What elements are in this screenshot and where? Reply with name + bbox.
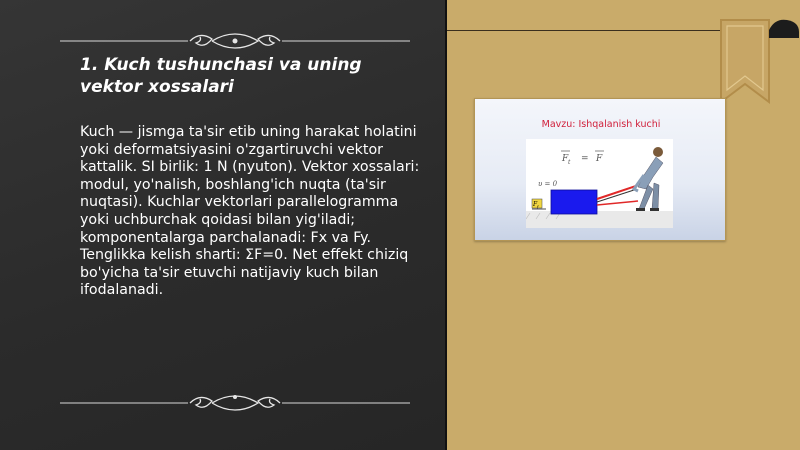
formula-left-letter: F [562, 154, 569, 164]
friction-illustration [526, 139, 673, 228]
bottom-ornament-divider [60, 393, 410, 413]
friction-label: F [533, 201, 538, 208]
picture-panel [447, 0, 800, 450]
blue-block [551, 190, 597, 214]
friction-diagram [526, 139, 673, 228]
slide-body-text: Kuch — jismga ta'sir etib uning harakat holatini yoki deformatsiyasini o'zgartiruvchi vektor kattalik. SI birlik: 1 N (nyuton). Vektor xossalari: modul, yo'nalish, boshlang'ich nuqta (ta'sir nuqtasi). Kuchlar vektorlari parallelogramma yoki uchburchak qoidasi bilan yig'iladi; komponentalarga parchalanadi: Fx va Fy. Tenglikka kelish sharti: ΣF=0. Net effekt chiziq bo'yicha ta'sir etuvchi natijaviy kuch bilan ifodalanadi. [80, 124, 420, 299]
bookmark-ribbon-icon [719, 18, 771, 104]
formula-left-subscript: t [568, 159, 571, 166]
floor-surface [526, 211, 673, 228]
illustration-caption: Mavzu: Ishqalanish kuchi [541, 119, 661, 130]
formula-right-letter: F [596, 154, 603, 164]
pull-force-arrow [597, 186, 636, 199]
top-ornament-divider [60, 31, 410, 51]
formula-equals: = [581, 154, 589, 164]
illustration-frame [474, 98, 726, 241]
friction-subscript: f [537, 204, 539, 209]
velocity-label: υ = 0 [538, 180, 558, 188]
person-figure [634, 147, 663, 211]
slide-title: 1. Kuch tushunchasi va uning vektor xossalari [80, 55, 362, 97]
corner-curl-icon [769, 18, 799, 38]
horizontal-force-arrow [597, 201, 638, 205]
